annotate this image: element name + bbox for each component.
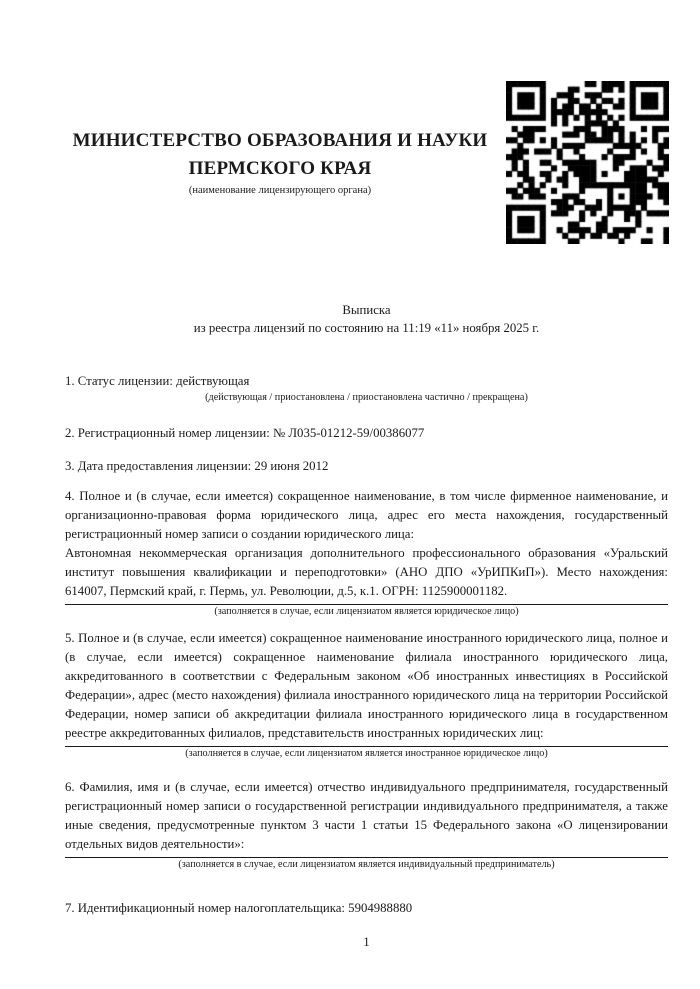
document-title-block (65, 301, 668, 337)
item-5-note: (заполняется в случае, если лицензиатом является иностранное юридическое лицо) (185, 747, 548, 759)
item-2-text: 2. Регистрационный номер лицензии: № Л035-01212-59/00386077 (65, 426, 425, 440)
item-6-note: (заполняется в случае, если лицензиатом является индивидуальный предприниматель) (178, 859, 555, 870)
item-4-text: 4. Полное и (в случае, если имеется) сокращенное наименование, в том числе фирменное наименование, и организационно-правовая форма юридического лица, адрес его места нахождения, государственный регистрационный номер записи о создании юридического лица: (65, 489, 668, 541)
item-1-note: (действующая / приостановлена / приостановлена частично / прекращена) (205, 391, 528, 403)
licensing-authority-caption: (наименование лицензирующего органа) (188, 185, 372, 196)
licensing-authority-name: МИНИСТЕРСТВО ОБРАЗОВАНИЯ И НАУКИ ПЕРМСКОГО КРАЯ (72, 130, 488, 179)
item-5-foreign-entity (65, 629, 668, 761)
item-1-license-status (65, 372, 668, 405)
item-6-individual-entrepreneur (65, 778, 668, 872)
item-4-note: (заполняется в случае, если лицензиатом является юридическое лицо) (214, 606, 519, 617)
page-number: 1 (363, 935, 370, 949)
licensing-authority-header (65, 127, 495, 198)
item-3-text: 3. Дата предоставления лицензии: 29 июня 2012 (65, 459, 329, 473)
item-7-text: 7. Идентификационный номер налогоплательщика: 5904988880 (65, 900, 413, 915)
item-4-legal-entity (65, 487, 668, 619)
item-3-grant-date (65, 457, 668, 476)
qr-code-icon (506, 81, 669, 244)
item-7-taxpayer-number (65, 899, 668, 918)
document-title: Выписка (342, 302, 391, 317)
item-4-value: Автономная некоммерческая организация дополнительного профессионального образования «Уральский институт повышения квалификации и переподготовки» (АНО ДПО «УрИПКиП»). Место нахождения: 614007, Пермский край, г. Пермь, ул. Революции, д.5, к.1. ОГРН: 1125900001182. (65, 546, 668, 598)
document-subtitle: из реестра лицензий по состоянию на 11:19 «11» ноября 2025 г. (193, 320, 540, 335)
item-6-text: 6. Фамилия, имя и (в случае, если имеется) отчество индивидуального предпринимателя, государственный регистрационный номер записи о государственной регистрации индивидуального предпринимателя, а также иные сведения, предусмотренные пунктом 3 части 1 статьи 15 Федерального закона «О лицензировании отдельных видов деятельности»: (65, 780, 668, 851)
item-2-registration-number (65, 424, 668, 443)
item-5-text: 5. Полное и (в случае, если имеется) сокращенное наименование иностранного юридического лица, полное и (в случае, если имеется) сокращенное наименование филиала иностранного юридического лица, аккредитованного в соответствии с Федеральным законом «Об иностранных инвестициях в Российской Федерации», адрес (место нахождения) филиала иностранного юридического лица на территории Российской Федерации, номер записи об аккредитации филиала иностранного юридического лица в государственном реестре аккредитованных филиалов, представительств иностранных юридических лиц: (65, 630, 668, 740)
item-1-text: 1. Статус лицензии: действующая (65, 373, 250, 388)
